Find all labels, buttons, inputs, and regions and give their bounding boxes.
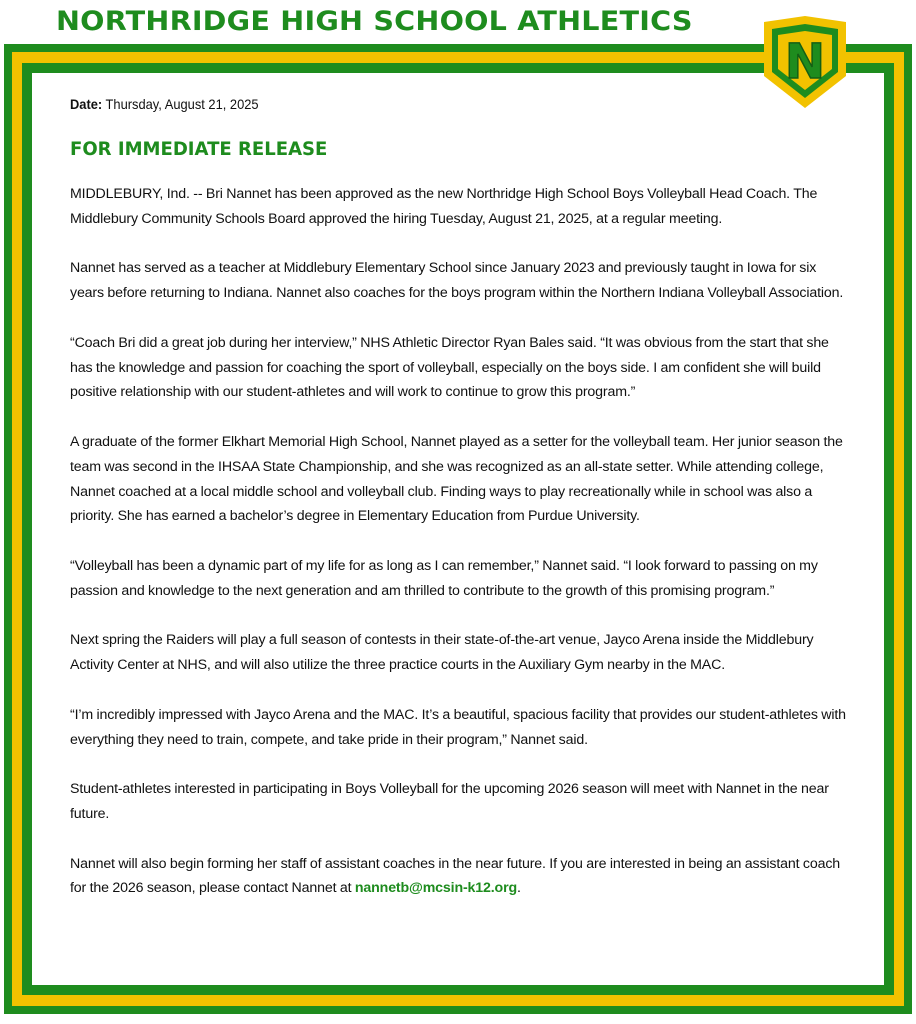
paragraph-coach-quote: “Volleyball has been a dynamic part of my life for as long as I can remember,” Nannet said. “I look forward to passing on my passion and knowledge to the next generation and am thrilled to contribute to the growth of this promising program.”: [70, 557, 818, 599]
paragraph-venue: Next spring the Raiders will play a full season of contests in their state-of-the-art venue, Jayco Arena inside the Middlebury Activity Center at NHS, and will also utilize the three practice courts in the Auxiliary Gym nearby in the MAC.: [70, 632, 814, 674]
paragraph-ad-quote: “Coach Bri did a great job during her interview,” NHS Athletic Director Ryan Bales said. “It was obvious from the start that she has the knowledge and passion for coaching the sport of volleyball, especially on the boys side. I am confident she will build positive relationship with our student-athletes and will work to continue to grow this program.”: [70, 334, 829, 401]
logo-letter: N: [784, 34, 826, 90]
press-release: [70, 96, 850, 926]
release-heading: FOR IMMEDIATE RELEASE: [70, 138, 328, 160]
header-title: NORTHRIDGE HIGH SCHOOL ATHLETICS: [56, 6, 693, 37]
paragraph-season-meeting: Student-athletes interested in participating in Boys Volleyball for the upcoming 2026 season will meet with Nannet in the near future.: [70, 781, 829, 822]
date-value: Thursday, August 21, 2025: [102, 96, 259, 112]
release-date-line: [70, 96, 788, 112]
paragraph-biography: A graduate of the former Elkhart Memorial High School, Nannet played as a setter for the volleyball team. Her junior season the team was second in the IHSAA State Championship, and she was recognized as an all-state setter. While attending college, Nannet coached at a local middle school and volleyball club. Finding ways to play recreationally while in school was also a priority. She has earned a bachelor’s degree in Elementary Education from Purdue University.: [70, 433, 843, 525]
contact-email-link[interactable]: nannetb@mcsin-k12.org: [354, 880, 517, 897]
paragraph-contact: [70, 852, 850, 902]
contact-period: .: [516, 880, 521, 897]
contact-text: Nannet will also begin forming her staff of assistant coaches in the near future. If you are interested in being an assistant coach for the 2026 season, please contact Nannet at: [70, 855, 841, 897]
date-label: Date:: [70, 96, 103, 112]
paragraph-facility-quote: “I’m incredibly impressed with Jayco Arena and the MAC. It’s a beautiful, spacious facility that provides our student-athletes with everything they need to train, compete, and take pride in their program,” Nannet said.: [70, 706, 846, 748]
paragraph-announcement: MIDDLEBURY, Ind. -- Bri Nannet has been approved as the new Northridge High School Boys Volleyball Head Coach. The Middlebury Community Schools Board approved the hiring Tuesday, August 21, 2025, at a regular meeting.: [70, 186, 818, 227]
paragraph-background: Nannet has served as a teacher at Middlebury Elementary School since January 2023 and previously taught in Iowa for six years before returning to Indiana. Nannet also coaches for the boys program within the Northern Indiana Volleyball Association.: [70, 260, 844, 302]
